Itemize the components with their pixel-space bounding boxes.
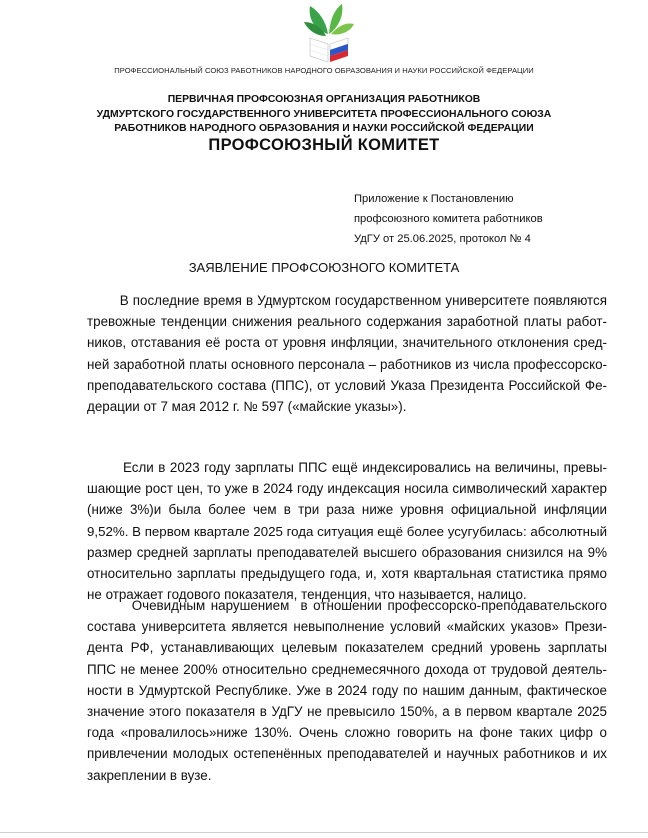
organization-line: РАБОТНИКОВ НАРОДНОГО ОБРАЗОВАНИЯ И НАУКИ РОССИЙСКОЙ ФЕДЕРАЦИИ bbox=[114, 123, 534, 134]
paragraph-line: состава университета является невыполнение условий «майских указов» Прези- bbox=[87, 619, 607, 635]
organization-line: ПЕРВИЧНАЯ ПРОФСОЮЗНАЯ ОРГАНИЗАЦИЯ РАБОТНИКОВ bbox=[167, 94, 481, 105]
appendix-line: профсоюзного комитета работников bbox=[354, 213, 543, 225]
appendix-line: УдГУ от 25.06.2025, протокол № 4 bbox=[354, 233, 531, 245]
paragraph-3 bbox=[87, 595, 607, 786]
paragraph-line: Очевидным нарушением в отношении профессорско-преподавательского bbox=[87, 598, 607, 613]
statement-title: ЗАЯВЛЕНИЕ ПРОФСОЮЗНОГО КОМИТЕТА bbox=[188, 260, 460, 275]
paragraph-line: ности в Удмуртской Республике. Уже в 2024 году по нашим данным, фактическое bbox=[87, 682, 607, 698]
paragraph-line: ников, отставания её роста от уровня инфляции, значительного отклонения сред- bbox=[87, 335, 607, 351]
paragraph-line: привлечении молодых остепенённых преподавателей и научных работников и их bbox=[87, 746, 607, 762]
paragraph-line: Если в 2023 году зарплаты ППС ещё индексировались на величины, превы- bbox=[87, 460, 607, 475]
paragraph-line: ней заработной платы основного персонала – работников из числа профессорско- bbox=[87, 356, 607, 372]
paragraph-line: шающие рост цен, то уже в 2024 году индексация носила символический характер bbox=[87, 481, 607, 497]
union-logo-icon bbox=[304, 4, 354, 62]
paragraph-line: дерации от 7 мая 2012 г. № 597 («майские указы»). bbox=[87, 399, 407, 415]
appendix-note bbox=[354, 189, 543, 249]
organization-line: УДМУРТСКОГО ГОСУДАРСТВЕННОГО УНИВЕРСИТЕТА ПРОФЕССИОНАЛЬНОГО СОЮЗА bbox=[96, 108, 552, 120]
paragraph-line: года «провалилось»ниже 130%. Очень сложно говорить на фоне таких цифр о bbox=[87, 725, 607, 741]
paragraph-line: дента РФ, устанавливающих целевым показателем средний уровень зарплаты bbox=[87, 640, 607, 656]
paragraph-line: значение этого показателя в УдГУ не превысило 150%, а в первом квартале 2025 bbox=[87, 704, 607, 720]
paragraph-line: относительно зарплаты предыдущего года, и, хотя квартальная статистика прямо bbox=[87, 566, 607, 582]
committee-heading: ПРОФСОЮЗНЫЙ КОМИТЕТ bbox=[208, 136, 440, 154]
appendix-line: Приложение к Постановлению bbox=[354, 193, 514, 205]
paragraph-line: В последние время в Удмуртском государственном университете появляются bbox=[87, 293, 607, 308]
organization-name bbox=[0, 93, 648, 137]
paragraph-2 bbox=[87, 457, 607, 605]
paragraph-line: 9,52%. В первом квартале 2025 года ситуация ещё более усугубилась: абсолютный bbox=[87, 523, 607, 539]
paragraph-line: ППС не менее 200% относительно среднемесячного дохода от трудовой деятель- bbox=[87, 661, 607, 677]
paragraph-1 bbox=[87, 290, 607, 417]
union-name: ПРОФЕССИОНАЛЬНЫЙ СОЮЗ РАБОТНИКОВ НАРОДНОГО ОБРАЗОВАНИЯ И НАУКИ РОССИЙСКОЙ ФЕДЕРАЦИИ bbox=[114, 66, 534, 75]
paragraph-line: (ниже 3%)и была более чем в три раза ниже уровня официальной инфляции bbox=[87, 502, 607, 518]
page-bottom-divider bbox=[0, 832, 648, 833]
paragraph-line: преподавательского состава (ППС), от условий Указа Президента Российской Фе- bbox=[87, 377, 607, 393]
paragraph-line: размер средней зарплаты преподавателей высшего образования снизился на 9% bbox=[87, 544, 607, 560]
paragraph-line: тревожные тенденции снижения реального содержания заработной платы работ- bbox=[87, 314, 607, 330]
paragraph-line: не отражает годового показателя, тенденция, что называется, налицо. bbox=[87, 587, 527, 603]
paragraph-line: закреплении в вузе. bbox=[87, 767, 212, 783]
